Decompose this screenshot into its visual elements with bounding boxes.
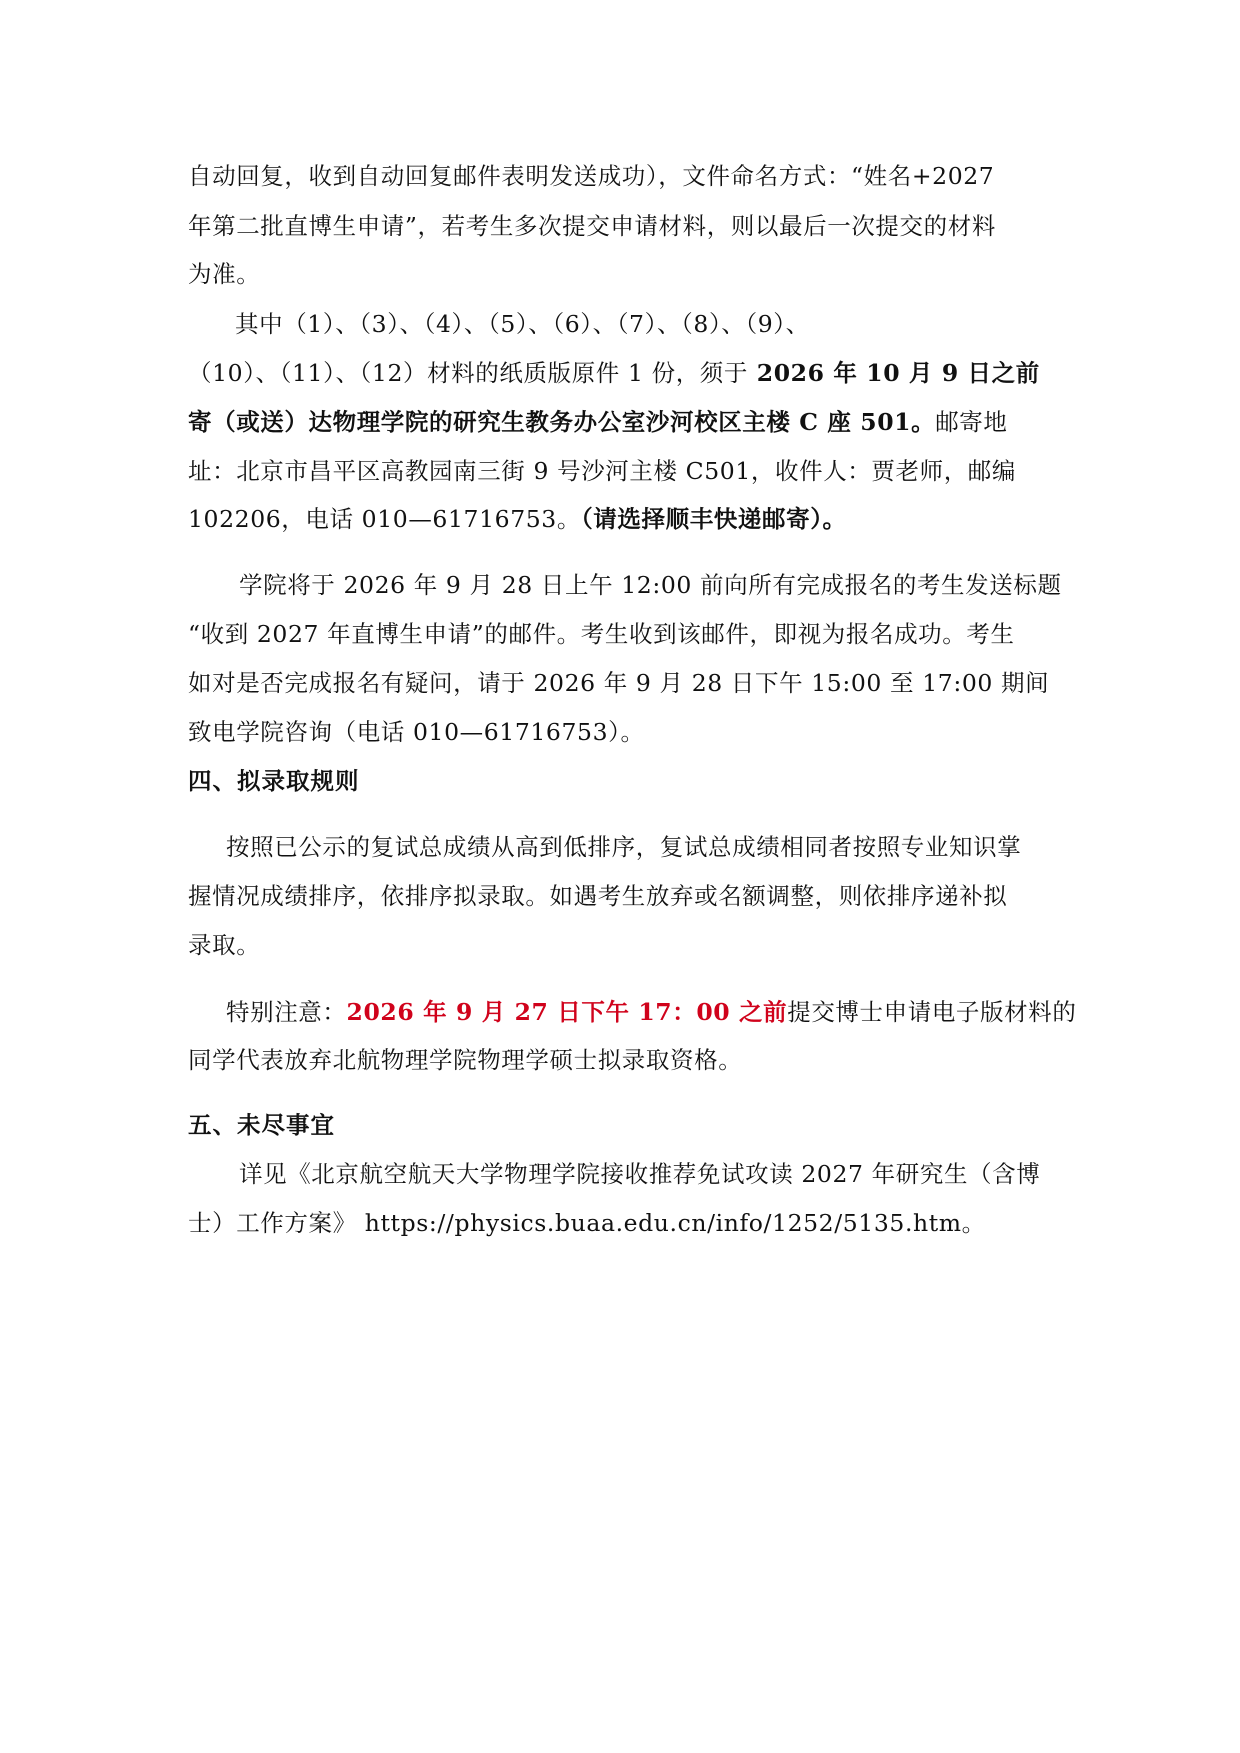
- paragraph-line: 年第二批直博生申请”，若考生多次提交申请材料，则以最后一次提交的材料: [188, 212, 996, 240]
- office-address-bold-text: 寄（或送）达物理学院的研究生教务办公室沙河校区主楼 C 座 501。: [188, 408, 936, 436]
- paragraph-line: 其中（1）、（3）、（4）、（5）、（6）、（7）、（8）、（9）、: [235, 310, 810, 338]
- paragraph-text: 提交博士申请电子版材料的: [787, 998, 1077, 1026]
- paragraph-line: 士）工作方案》 https://physics.buaa.edu.cn/info/1252/5135.htm。: [188, 1209, 986, 1237]
- paragraph-line: 学院将于 2026 年 9 月 28 日上午 12:00 前向所有完成报名的考生发送标题: [239, 571, 1062, 599]
- paragraph-line: 握情况成绩排序，依排序拟录取。如遇考生放弃或名额调整，则依排序递补拟: [188, 882, 1008, 910]
- paragraph-text: （10）、（11）、（12）材料的纸质版原件 1 份，须于: [188, 359, 748, 387]
- paragraph-line: 为准。: [188, 260, 261, 288]
- courier-note-bold-text: （请选择顺丰快递邮寄）。: [580, 505, 847, 533]
- deadline-red-text: 2026 年 9 月 27 日下午 17：00 之前: [346, 998, 788, 1026]
- special-note-line: [226, 997, 1076, 1027]
- paragraph-line: [188, 358, 1040, 388]
- paragraph-text: 邮寄地: [935, 408, 1008, 436]
- paragraph-text: 102206，电话 010—61716753。: [188, 505, 581, 533]
- paragraph-text: 特别注意：: [226, 998, 347, 1026]
- paragraph-line: 详见《北京航空航天大学物理学院接收推荐免试攻读 2027 年研究生（含博: [239, 1160, 1041, 1188]
- paragraph-line: 致电学院咨询（电话 010—61716753）。: [188, 718, 645, 746]
- paragraph-line: [188, 407, 1008, 437]
- paragraph-line: 自动回复，收到自动回复邮件表明发送成功），文件命名方式：“姓名+2027: [188, 162, 995, 190]
- paragraph-line: 按照已公示的复试总成绩从高到低排序，复试总成绩相同者按照专业知识掌: [226, 833, 1022, 861]
- paragraph-line: 录取。: [188, 931, 261, 959]
- paragraph-line: 址：北京市昌平区高教园南三街 9 号沙河主楼 C501，收件人：贾老师，邮编: [188, 457, 1016, 485]
- paragraph-line: “收到 2027 年直博生申请”的邮件。考生收到该邮件，即视为报名成功。考生: [188, 620, 1015, 648]
- deadline-bold-text: 2026 年 10 月 9 日之前: [748, 359, 1040, 387]
- section-heading: 四、拟录取规则: [188, 767, 360, 795]
- paragraph-line: [188, 504, 847, 534]
- paragraph-line: 如对是否完成报名有疑问，请于 2026 年 9 月 28 日下午 15:00 至 17:00 期间: [188, 669, 1050, 697]
- section-heading: 五、未尽事宜: [188, 1111, 335, 1139]
- paragraph-line: 同学代表放弃北航物理学院物理学硕士拟录取资格。: [188, 1046, 743, 1074]
